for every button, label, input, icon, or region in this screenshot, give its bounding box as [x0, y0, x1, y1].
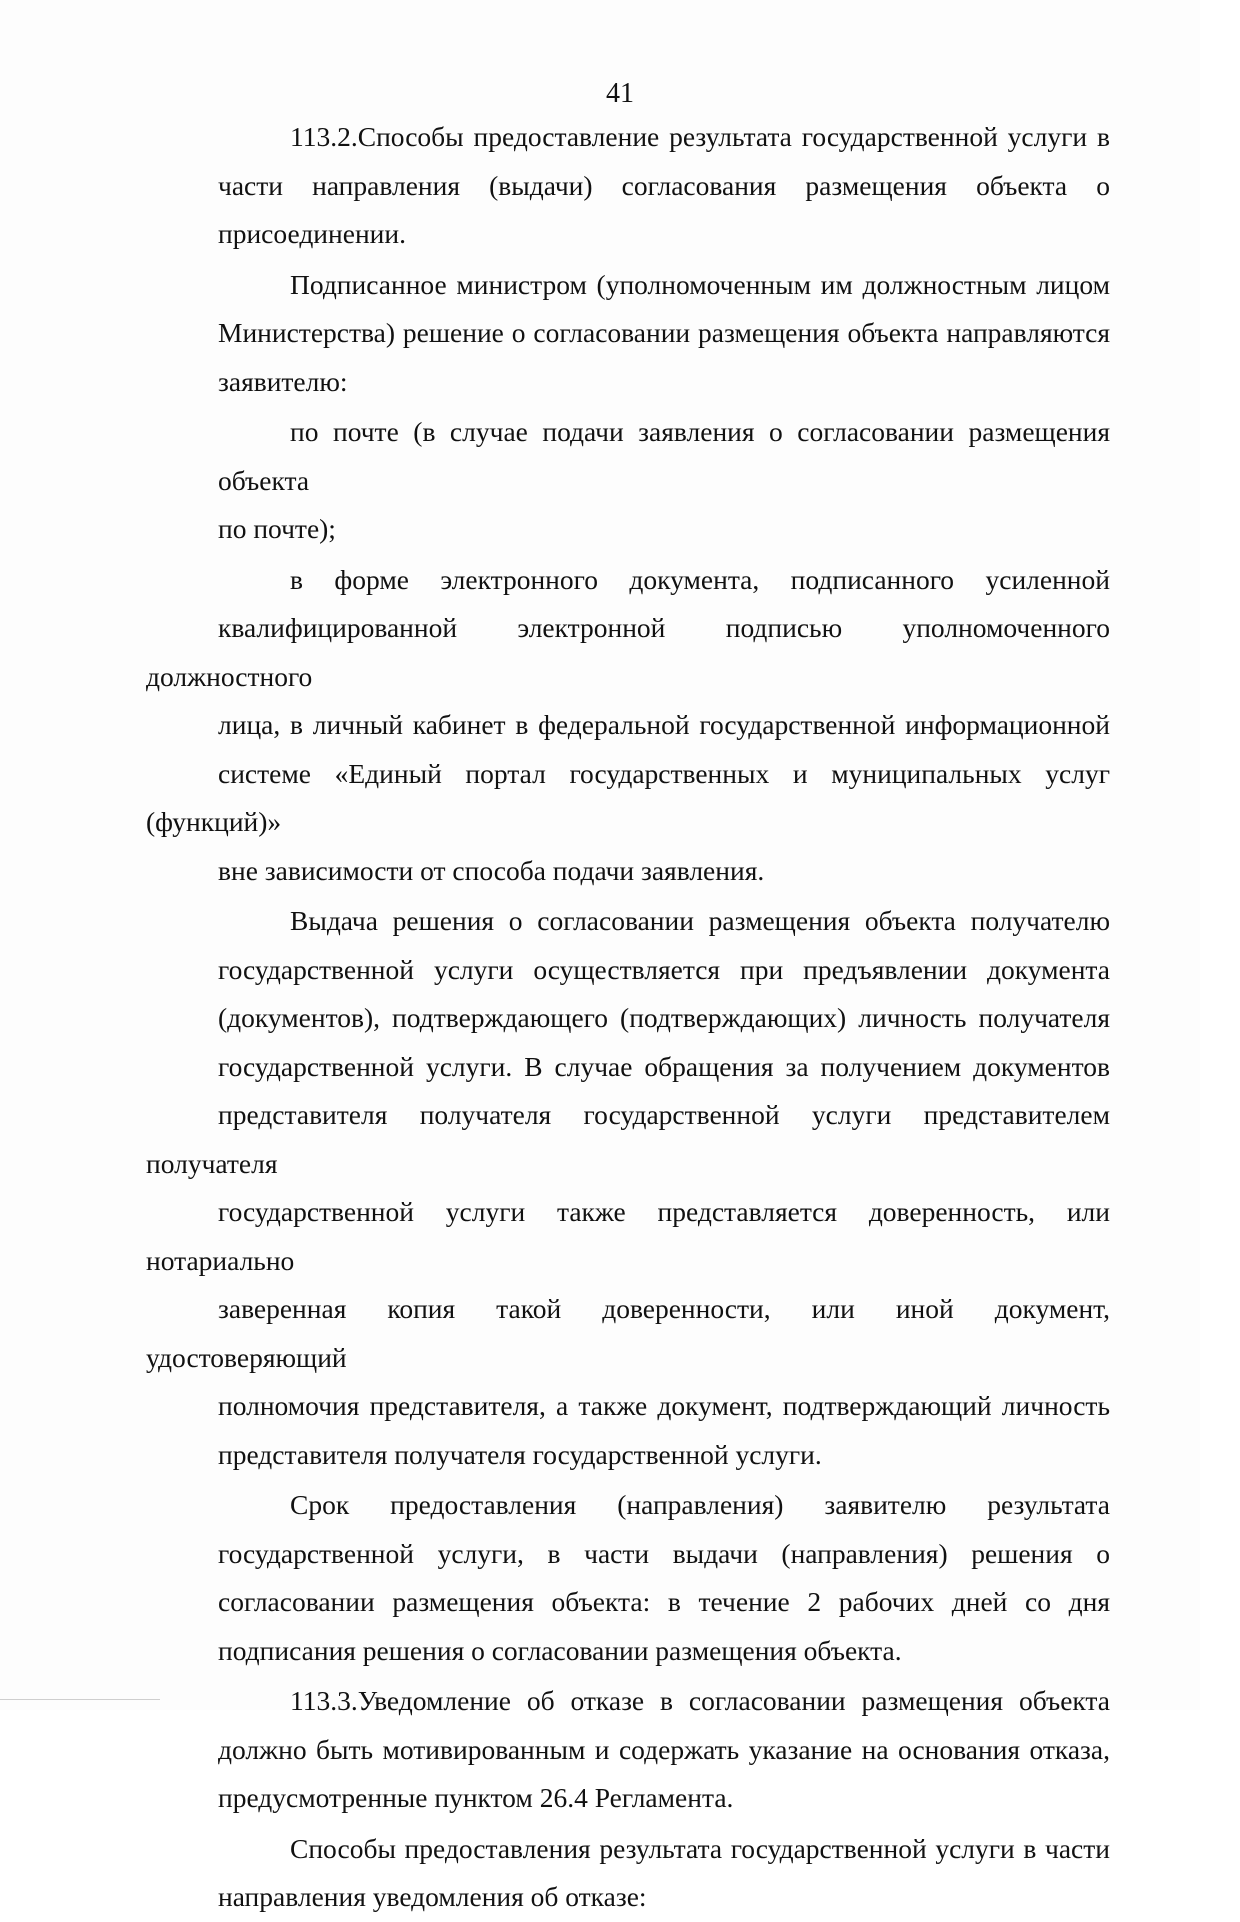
text-line: подписания решения о согласовании размещения объекта. [218, 1634, 902, 1666]
paragraph-issuance [146, 897, 1110, 1479]
text-line: государственной услуги. В случае обращения за получением документов [218, 1050, 1110, 1082]
paragraph-refusal-methods [146, 1825, 1110, 1922]
paragraph-by-mail [146, 408, 1110, 554]
text-line: присоединении. [218, 218, 406, 249]
text-line: по почте (в случае подачи заявления о согласовании размещения объекта [218, 416, 1110, 496]
text-line: государственной услуги осуществляется при предъявлении документа [218, 953, 1110, 985]
page-number: 41 [606, 78, 634, 109]
text-line: Способы предоставления результата государственной услуги в части [290, 1832, 1110, 1864]
text-line: государственной услуги, в части выдачи (направления) решения о [218, 1537, 1110, 1569]
text-line: 113.2.Способы предоставление результата государственной услуги в [290, 121, 1110, 152]
text-line: 113.3.Уведомление об отказе в согласовании размещения объекта [290, 1685, 1110, 1716]
text-line: системе «Единый портал государственных и муниципальных услуг (функций)» [146, 757, 1110, 837]
text-line: предусмотренные пунктом 26.4 Регламента. [218, 1782, 734, 1813]
text-line: согласовании размещения объекта: в течение 2 рабочих дней со дня [218, 1586, 1110, 1617]
text-line: по почте); [218, 513, 336, 544]
text-line: направления уведомления об отказе: [218, 1881, 647, 1912]
scan-edge-line [0, 1699, 160, 1700]
text-line: (документов), подтверждающего (подтверждающих) личность получателя [218, 1002, 1110, 1033]
text-line: полномочия представителя, а также документ, подтверждающий личность [218, 1390, 1110, 1421]
text-line: лица, в личный кабинет в федеральной государственной информационной [218, 709, 1110, 740]
text-line: Подписанное министром (уполномоченным им должностным лицом [290, 268, 1110, 300]
paragraph-electronic-form [146, 556, 1110, 896]
paragraph-113-3 [146, 1677, 1110, 1823]
text-line: Срок предоставления (направления) заявителю результата [290, 1489, 1110, 1520]
text-line: в форме электронного документа, подписанного усиленной [290, 563, 1110, 595]
text-line: представителя получателя государственной услуги представителем получателя [146, 1099, 1110, 1179]
text-line: квалифицированной электронной подписью уполномоченного должностного [146, 612, 1110, 692]
text-line: заявителю: [218, 365, 348, 397]
text-line: государственной услуги также представляется доверенность, или нотариально [146, 1196, 1110, 1276]
paragraph-signed-decision [146, 261, 1110, 407]
text-line: должно быть мотивированным и содержать указание на основания отказа, [218, 1733, 1110, 1765]
text-line: Выдача решения о согласовании размещения объекта получателю [290, 905, 1110, 936]
text-line: представителя получателя государственной услуги. [218, 1438, 822, 1470]
text-line: вне зависимости от способа подачи заявления. [218, 854, 765, 886]
text-line: части направления (выдачи) согласования размещения объекта о [218, 169, 1110, 201]
paragraph-113-2 [146, 113, 1110, 259]
document-body [146, 113, 1110, 1922]
text-line: заверенная копия такой доверенности, или иной документ, удостоверяющий [146, 1293, 1110, 1373]
paragraph-deadline [146, 1481, 1110, 1675]
text-line: Министерства) решение о согласовании размещения объекта направляются [218, 317, 1110, 348]
